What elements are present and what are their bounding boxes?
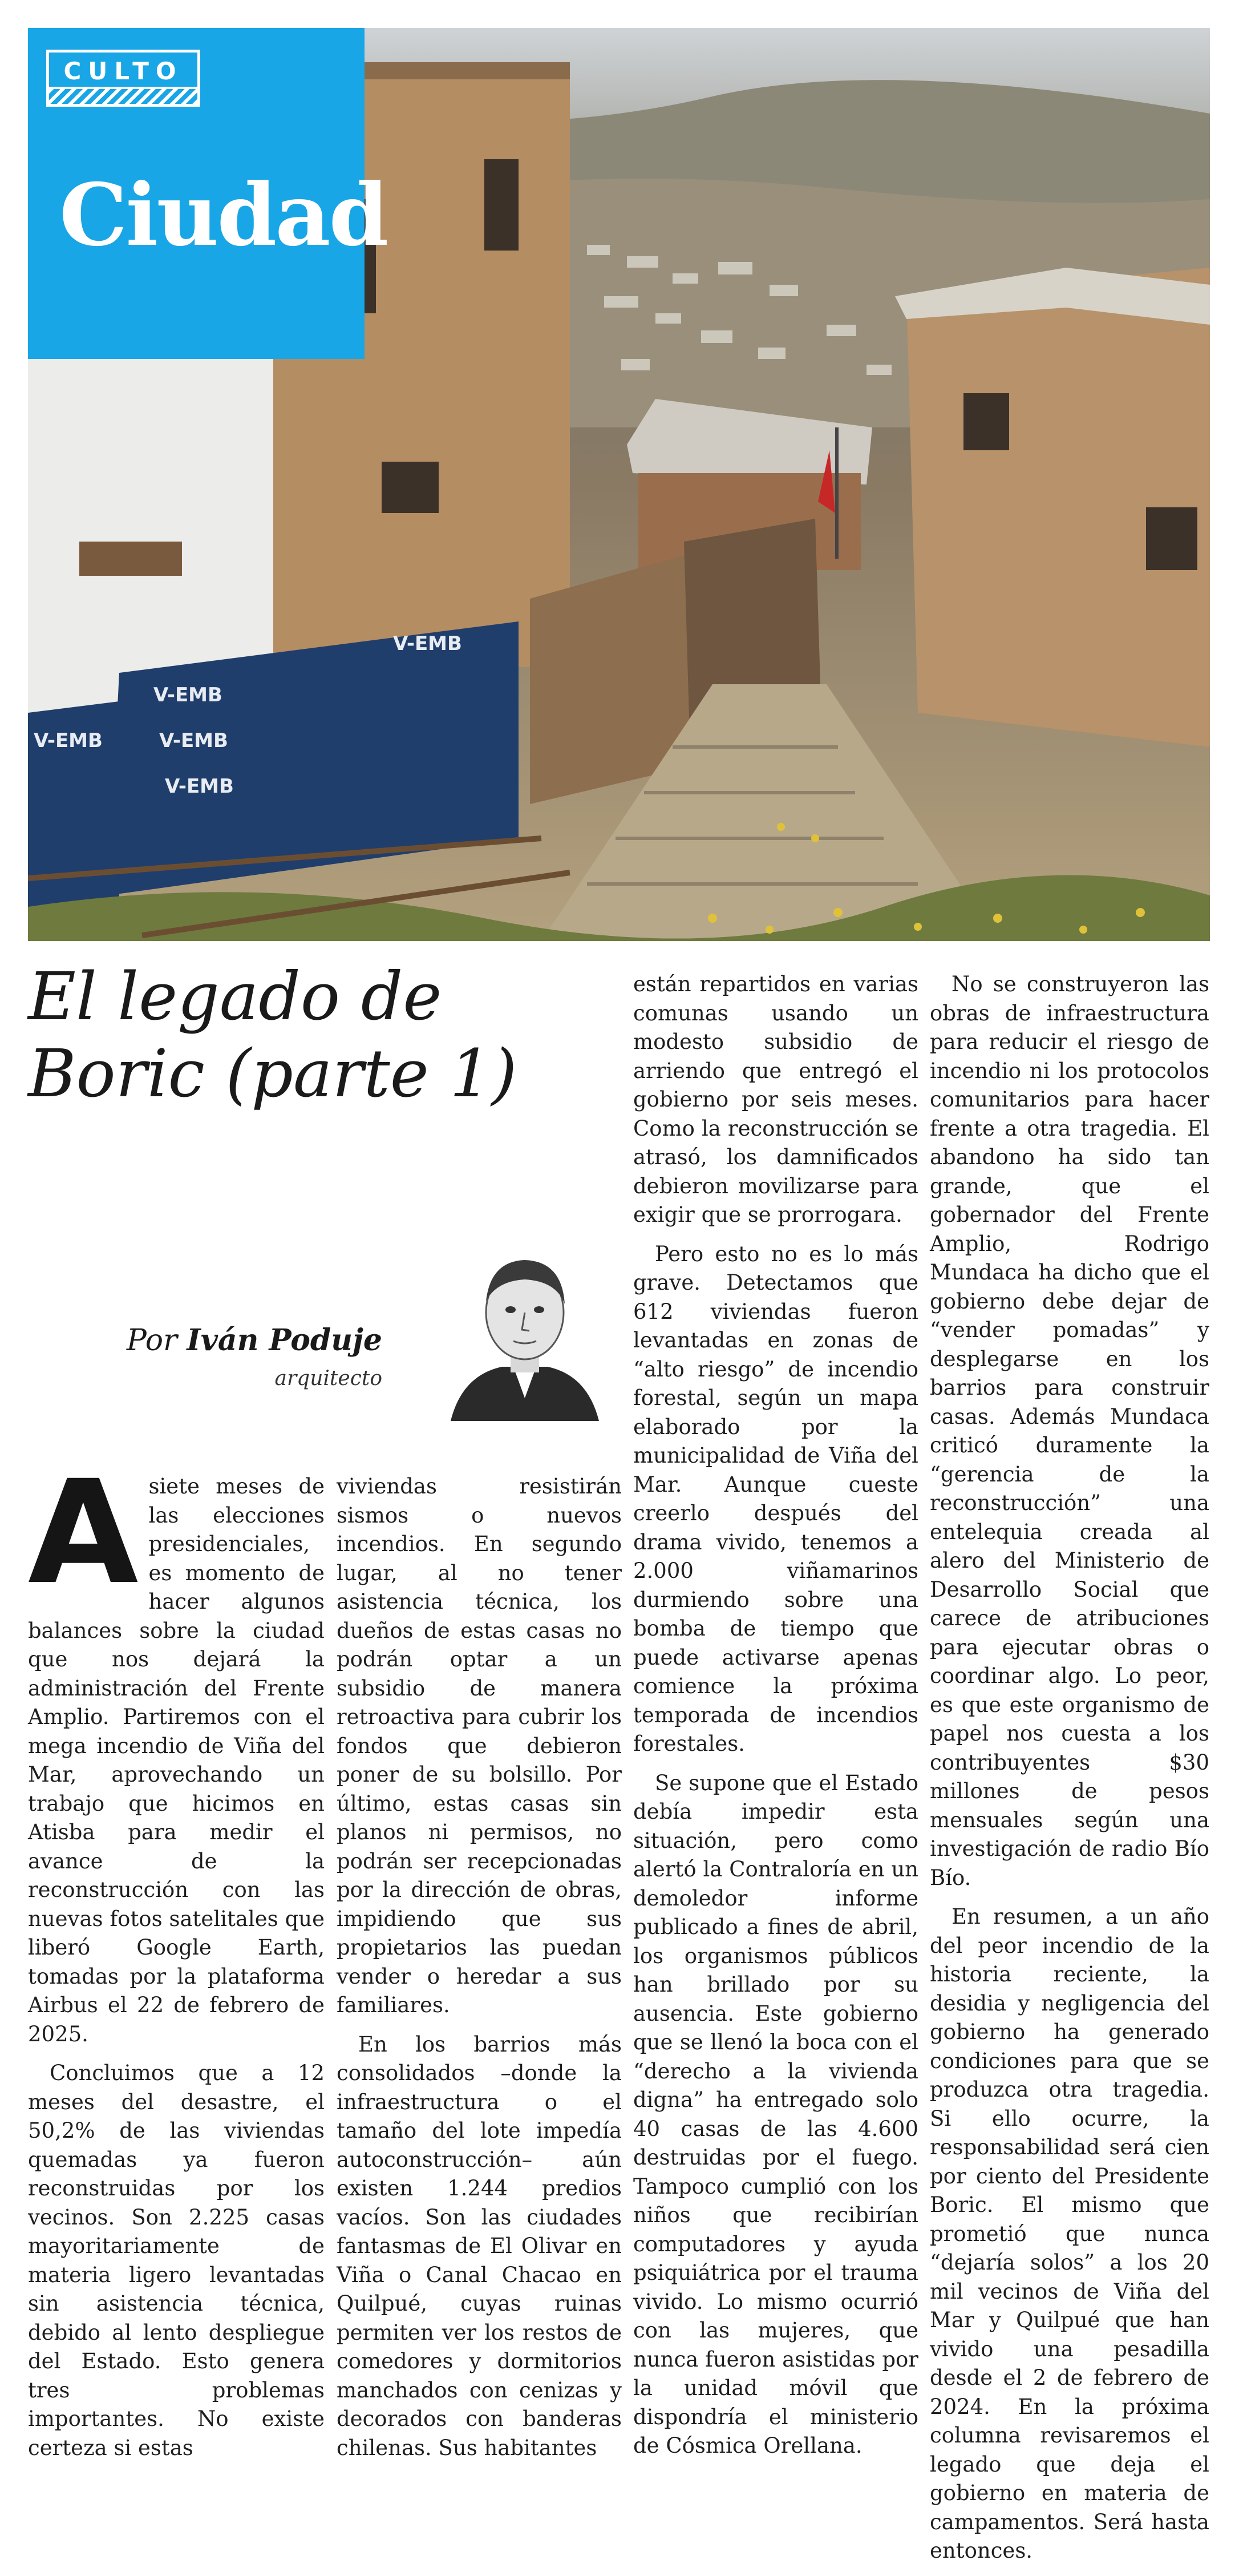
paragraph: están repartidos en varias comunas usando un modesto subsidio de arriendo que entregó el gobierno por seis meses. Como la reconstrucción se atrasó, los damnificados debieron movilizarse para exigir que se prorrogara.	[633, 972, 918, 1227]
author-role: arquitecto	[274, 1367, 382, 1390]
author-name: Iván Poduje	[187, 1323, 382, 1358]
paragraph: Concluimos que a 12 meses del desastre, el 50,2% de las viviendas quemadas ya fueron reconstruidas por los vecinos. Son 2.225 casas mayoritariamente de materia ligero levantadas sin asistencia técnica, debido al lento despliegue del Estado. Esto genera tres problemas importantes. No existe certeza si estas	[28, 2061, 325, 2460]
paragraph: Se supone que el Estado debía impedir esta situación, pero como alertó la Contraloría en un demoledor informe publicado a fines de abril, los organismos públicos han brillado por su ausencia. Este gobierno que se llenó la boca con el “derecho a la vivienda digna” ha entregado solo 40 casas de las 4.600 destruidas por el fuego. Tampoco cumplió con los niños que recibirían computadores y ayuda psiquiátrica por el trauma vivido. Lo mismo ocurrió con las mujeres, que nunca fueron asistidas por la unidad móvil que dispondría el ministerio de Cósmica Orellana.	[633, 1770, 918, 2458]
paragraph: En resumen, a un año del peor incendio de la historia reciente, la desidia y negligencia del gobierno ha generado condiciones para que se produzca otra tragedia. Si ello ocurre, la responsabilidad será cien por ciento del Presidente Boric. El mismo que prometió que nunca “dejaría solos” a los 20 mil vecinos de Viña del Mar y Quilpué que han vivido una pesadilla desde el 2 de febrero de 2024. En la próxima columna revisaremos el legado que deja el gobierno en materia de campamentos. Será hasta entonces.	[930, 1904, 1209, 2563]
section-title: Ciudad	[59, 165, 387, 265]
paragraph: En los barrios más consolidados –donde la infraestructura o el tamaño del lote impedía autoconstrucción– aún existen 1.244 predios vacíos. Son las ciudades fantasmas de El Olivar en Viña o Canal Chacao en Quilpué, cuyas ruinas permiten ver los restos de comedores y dormitorios manchados con cenizas y decorados con banderas chilenas. Sus habitantes	[337, 2032, 622, 2460]
drop-cap: A	[28, 1449, 139, 1616]
logo-stripes	[49, 87, 197, 104]
article-column-3	[633, 970, 918, 2471]
paragraph	[28, 1449, 325, 2049]
paragraph: Pero esto no es lo más grave. Detectamos que 612 viviendas fueron levantadas en zonas de “alto riesgo” de incendio forestal, según un mapa elaborado por la municipalidad de Viña del Mar. Aunque cueste creerlo después del drama vivido, tenemos a 2.000 viñamarinos durmiendo sobre una bomba de tiempo que puede activarse apenas comience la próxima temporada de incendios forestales.	[633, 1241, 918, 1756]
article-column-1	[28, 1449, 325, 2473]
byline	[103, 1323, 382, 1358]
article-headline: El legado de Boric (parte 1)	[28, 959, 517, 1112]
byline-prefix: Por	[126, 1323, 177, 1358]
culto-logo	[46, 50, 200, 107]
paragraph-text: siete meses de las elecciones presidenciales, es momento de hacer algunos balances sobre la ciudad que nos dejará la administración del Frente Amplio. Partiremos con el mega incendio de Viña del Mar, aprovechando un trabajo que hicimos en Atisba para medir el avance de la reconstrucción con las nuevas fotos satelitales que liberó Google Earth, tomadas por la plataforma Airbus el 22 de febrero de 2025.	[28, 1474, 325, 2046]
section-header	[28, 28, 387, 359]
article-column-2	[337, 1472, 622, 2473]
culto-logo-text: CULTO	[63, 57, 183, 85]
sign-label: V-EMB	[34, 729, 103, 752]
article-column-4	[930, 970, 1209, 2576]
sign-label: V-EMB	[393, 632, 462, 655]
sign-label: V-EMB	[153, 684, 222, 706]
sign-label: V-EMB	[165, 775, 234, 798]
paragraph: viviendas resistirán sismos o nuevos incendios. En segundo lugar, al no tener asistencia técnica, los dueños de estas casas no podrán optar a un subsidio de manera retroactiva para cubrir los fondos que debieron poner de su bolsillo. Por último, estas casas sin planos ni permisos, no podrán ser recepcionadas por la dirección de obras, impidiendo que sus propietarios las puedan vender o heredar a sus familiares.	[337, 1474, 622, 2017]
paragraph: No se construyeron las obras de infraestructura para reducir el riesgo de incendio ni los protocolos comunitarios para hacer frente a otra tragedia. El abandono ha sido tan grande, que el gobernador del Frente Amplio, Rodrigo Mundaca ha dicho que el gobierno debe dejar de “vender pomadas” y desplegarse en los barrios para construir casas. Además Mundaca criticó duramente la “gerencia de la reconstrucción” una entelequia creada al alero del Ministerio de Desarrollo Social que carece de atribuciones para ejecutar obras o coordinar algo. Lo peor, es que este organismo de papel nos cuesta a los contribuyentes $30 millones de pesos mensuales según una investigación de radio Bío Bío.	[930, 972, 1209, 1890]
author-portrait	[439, 1233, 610, 1421]
sign-label: V-EMB	[159, 729, 228, 752]
